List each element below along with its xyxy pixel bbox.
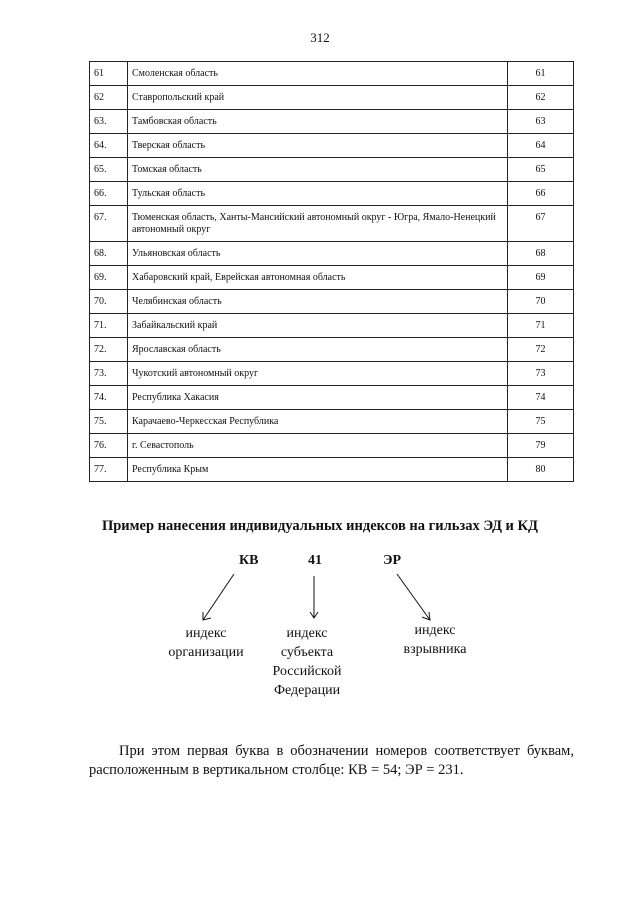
row-number: 77. [90,458,128,482]
table-row [90,62,574,86]
row-number: 72. [90,338,128,362]
row-number: 70. [90,290,128,314]
row-number: 74. [90,386,128,410]
region-name: Хабаровский край, Еврейская автономная область [128,266,508,290]
table-row [90,182,574,206]
region-name: г. Севастополь [128,434,508,458]
table-row [90,158,574,182]
region-name: Тверская область [128,134,508,158]
region-name: Забайкальский край [128,314,508,338]
row-number: 71. [90,314,128,338]
region-code: 72 [508,338,574,362]
table-row [90,110,574,134]
region-name: Челябинская область [128,290,508,314]
row-number: 69. [90,266,128,290]
region-code: 66 [508,182,574,206]
region-name: Республика Крым [128,458,508,482]
note-paragraph: При этом первая буква в обозначении номеров соответствует буквам, расположенным в вертикальном столбце: КВ = 54; ЭР = 231. [89,743,574,778]
region-name: Чукотский автономный округ [128,362,508,386]
row-number: 67. [90,206,128,242]
table-row [90,386,574,410]
row-number: 63. [90,110,128,134]
table-row [90,242,574,266]
table-row [90,314,574,338]
region-code: 64 [508,134,574,158]
table-row [90,266,574,290]
region-code: 63 [508,110,574,134]
table-row [90,434,574,458]
region-name: Тюменская область, Ханты-Мансийский автономный округ - Югра, Ямало-Ненецкий автономный округ [128,206,508,242]
row-number: 61 [90,62,128,86]
row-number: 62 [90,86,128,110]
table-row [90,86,574,110]
table-row [90,410,574,434]
row-number: 68. [90,242,128,266]
code-subject: 41 [308,553,322,568]
region-code: 74 [508,386,574,410]
row-number: 65. [90,158,128,182]
region-name: Ульяновская область [128,242,508,266]
table-row [90,338,574,362]
region-name: Томская область [128,158,508,182]
region-code: 79 [508,434,574,458]
arrow-subject-icon [310,576,318,618]
region-code: 80 [508,458,574,482]
row-number: 75. [90,410,128,434]
region-code: 73 [508,362,574,386]
row-number: 64. [90,134,128,158]
regions-table [89,61,574,482]
row-number: 66. [90,182,128,206]
table-row [90,290,574,314]
region-code: 70 [508,290,574,314]
region-code: 61 [508,62,574,86]
code-blaster: ЭР [383,553,402,568]
table-row [90,458,574,482]
region-name: Тульская область [128,182,508,206]
region-code: 71 [508,314,574,338]
table-row [90,362,574,386]
pointer-arrows [0,560,640,630]
region-code: 65 [508,158,574,182]
page-number: 312 [310,30,330,45]
region-code: 62 [508,86,574,110]
region-code: 68 [508,242,574,266]
region-name: Тамбовская область [128,110,508,134]
region-code: 67 [508,206,574,242]
table-row [90,134,574,158]
arrow-blaster-icon [397,574,430,620]
region-name: Республика Хакасия [128,386,508,410]
arrow-org-icon [203,574,234,620]
region-name: Ставропольский край [128,86,508,110]
row-number: 73. [90,362,128,386]
region-code: 69 [508,266,574,290]
region-name: Карачаево-Черкесская Республика [128,410,508,434]
region-code: 75 [508,410,574,434]
code-org: КВ [239,553,259,568]
example-heading: Пример нанесения индивидуальных индексов на гильзах ЭД и КД [101,518,539,534]
region-name: Ярославская область [128,338,508,362]
row-number: 76. [90,434,128,458]
region-name: Смоленская область [128,62,508,86]
desc-org: индекс организации [168,626,244,660]
table-row [90,206,574,242]
desc-blaster: индекс взрывника [403,623,467,657]
desc-subject: индекс субъекта Российской Федерации [272,626,342,698]
